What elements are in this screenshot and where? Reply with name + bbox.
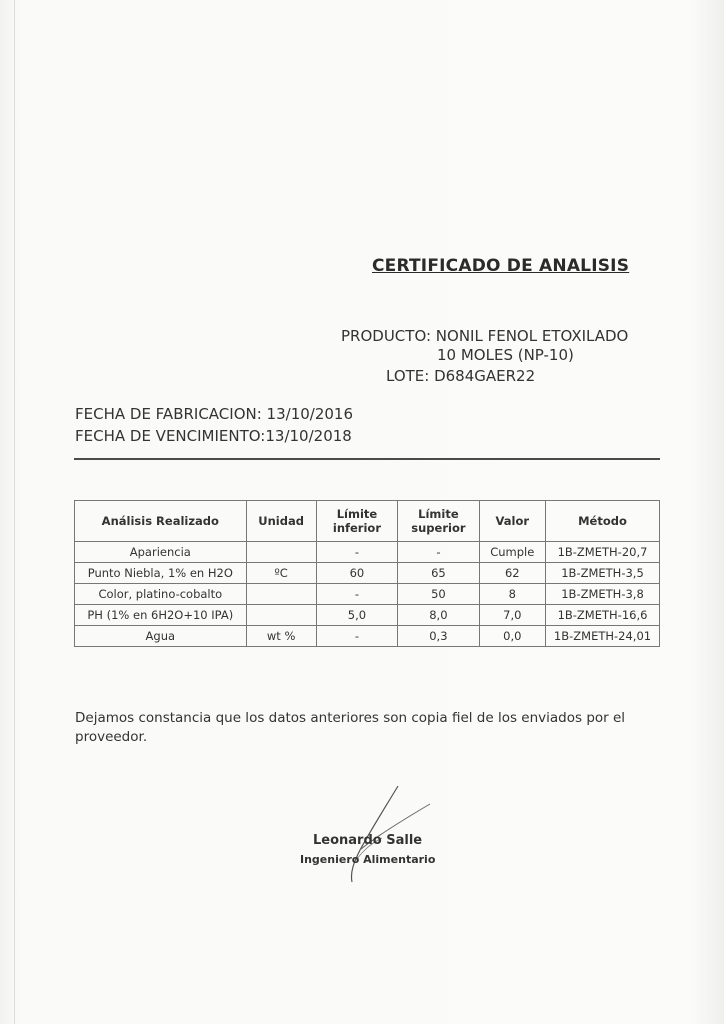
table-row	[75, 542, 660, 563]
product-variant: 10 MOLES (NP-10)	[437, 346, 574, 364]
cell-analysis: PH (1% en 6H2O+10 IPA)	[75, 605, 247, 626]
page-edge	[14, 0, 15, 1024]
cell-method: 1B-ZMETH-20,7	[546, 542, 660, 563]
cell-upper: 0,3	[398, 626, 479, 647]
table-row	[75, 563, 660, 584]
cell-method: 1B-ZMETH-3,8	[546, 584, 660, 605]
cell-analysis: Apariencia	[75, 542, 247, 563]
fabrication-date: FECHA DE FABRICACION: 13/10/2016	[75, 405, 354, 423]
header-lower-limit	[316, 501, 398, 542]
signer-role: Ingeniero Alimentario	[300, 853, 436, 866]
cell-upper: -	[398, 542, 479, 563]
cell-unit: wt %	[246, 626, 316, 647]
expiry-date: FECHA DE VENCIMIENTO:13/10/2018	[75, 427, 352, 445]
cell-upper: 65	[398, 563, 479, 584]
table-row	[75, 584, 660, 605]
signer-name: Leonardo Salle	[313, 833, 423, 848]
cell-method: 1B-ZMETH-16,6	[546, 605, 660, 626]
cell-value: 8	[479, 584, 545, 605]
header-lower-1: Límite	[336, 507, 378, 521]
header-upper-2: superior	[411, 521, 466, 535]
table-row	[75, 605, 660, 626]
cell-lower: -	[316, 584, 398, 605]
cell-upper: 50	[398, 584, 479, 605]
cell-lower: -	[316, 626, 398, 647]
cell-unit	[246, 605, 316, 626]
header-analysis: Análisis Realizado	[75, 501, 247, 542]
cell-value: Cumple	[479, 542, 545, 563]
cell-unit	[246, 584, 316, 605]
cell-value: 62	[479, 563, 545, 584]
lot-number: LOTE: D684GAER22	[386, 367, 536, 385]
cell-upper: 8,0	[398, 605, 479, 626]
table-row	[75, 626, 660, 647]
header-upper-1: Límite	[418, 507, 459, 521]
header-value: Valor	[479, 501, 545, 542]
cell-method: 1B-ZMETH-24,01	[546, 626, 660, 647]
cell-analysis: Punto Niebla, 1% en H2O	[75, 563, 247, 584]
cell-lower: 60	[316, 563, 398, 584]
cell-unit: ºC	[246, 563, 316, 584]
cell-analysis: Color, platino-cobalto	[75, 584, 247, 605]
cell-analysis: Agua	[75, 626, 247, 647]
analysis-table	[74, 500, 660, 647]
document-title: CERTIFICADO DE ANALISIS	[372, 256, 630, 276]
header-unit: Unidad	[246, 501, 316, 542]
table-header-row	[75, 501, 660, 542]
cell-lower: -	[316, 542, 398, 563]
cell-value: 7,0	[479, 605, 545, 626]
header-lower-2: inferior	[332, 521, 381, 535]
header-method: Método	[546, 501, 660, 542]
divider	[74, 458, 660, 460]
product-name: PRODUCTO: NONIL FENOL ETOXILADO	[341, 327, 629, 345]
cell-value: 0,0	[479, 626, 545, 647]
cell-lower: 5,0	[316, 605, 398, 626]
cell-unit	[246, 542, 316, 563]
header-upper-limit	[398, 501, 479, 542]
cell-method: 1B-ZMETH-3,5	[546, 563, 660, 584]
declaration-text: Dejamos constancia que los datos anteriores son copia fiel de los enviados por el proveedor.	[75, 710, 626, 745]
